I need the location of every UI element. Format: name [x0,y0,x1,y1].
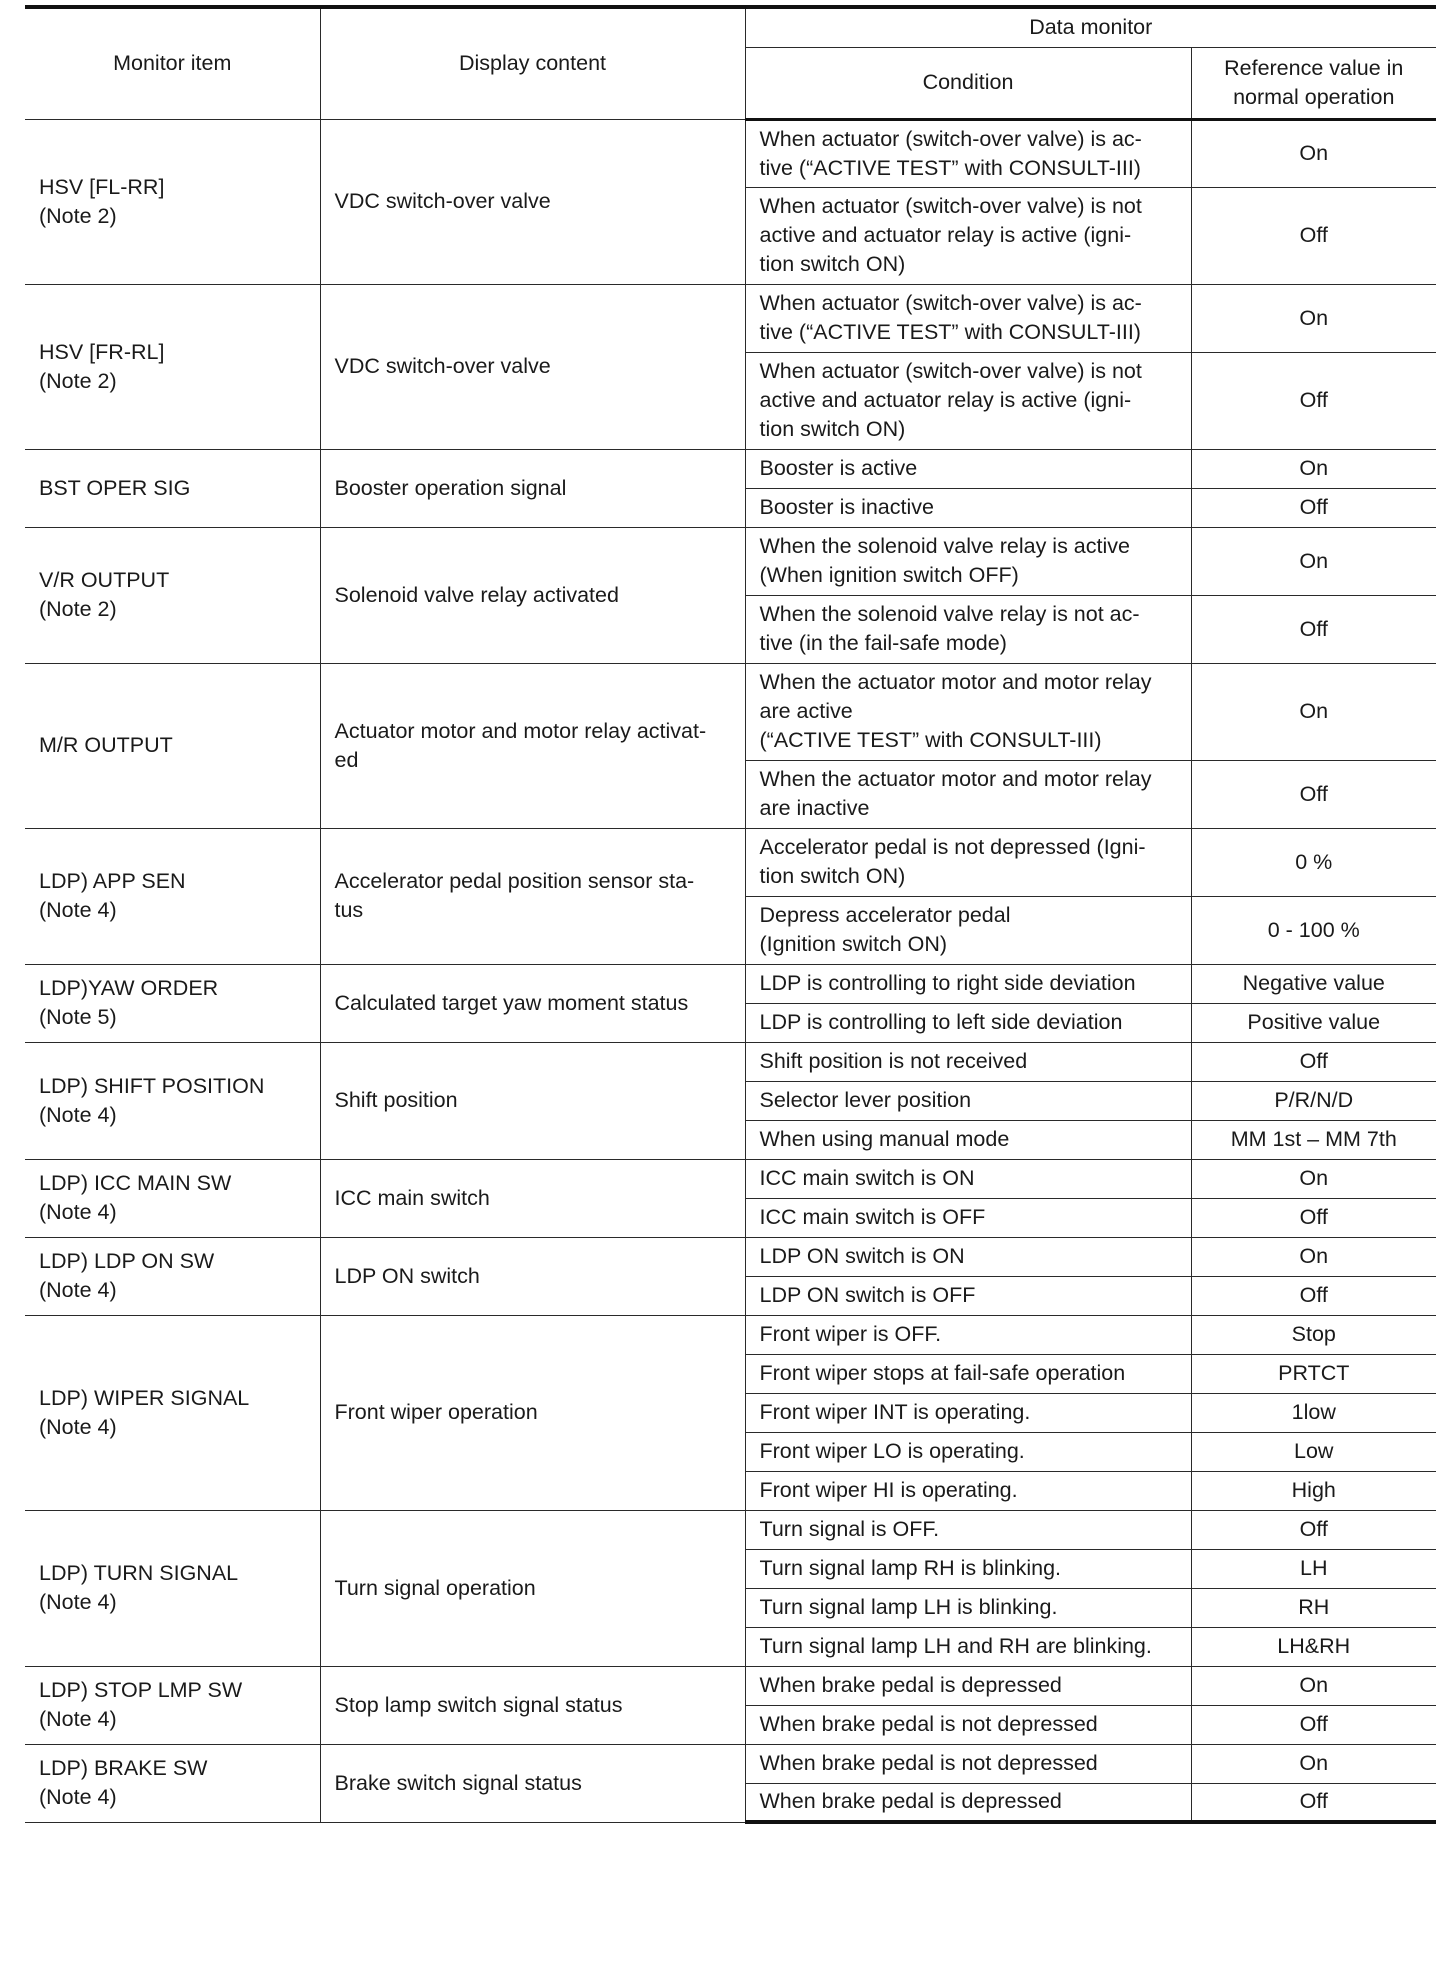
table-row [25,527,1436,595]
condition-cell: LDP ON switch is ON [745,1237,1191,1276]
table-row [25,828,1436,896]
condition-cell: When the actuator motor and motor relay are inactive [745,760,1191,828]
reference-value-cell: Off [1191,760,1436,828]
table-row [25,1315,1436,1354]
condition-cell: Front wiper is OFF. [745,1315,1191,1354]
table-row [25,1237,1436,1276]
monitor-item-cell: LDP) LDP ON SW (Note 4) [25,1237,320,1315]
table-row [25,1744,1436,1783]
reference-value-cell: Off [1191,1042,1436,1081]
condition-cell: When brake pedal is not depressed [745,1705,1191,1744]
reference-value-cell: On [1191,1159,1436,1198]
reference-value-cell: Positive value [1191,1003,1436,1042]
condition-cell: When the solenoid valve relay is active (When ignition switch OFF) [745,527,1191,595]
condition-cell: LDP ON switch is OFF [745,1276,1191,1315]
header-display-content: Display content [320,7,745,119]
reference-value-cell: LH [1191,1549,1436,1588]
table-row [25,1159,1436,1198]
reference-value-cell: 0 - 100 % [1191,896,1436,964]
condition-cell: Front wiper LO is operating. [745,1432,1191,1471]
condition-cell: Front wiper HI is operating. [745,1471,1191,1510]
display-content-cell: ICC main switch [320,1159,745,1237]
reference-value-cell: On [1191,449,1436,488]
condition-cell: Selector lever position [745,1081,1191,1120]
table-row [25,663,1436,760]
condition-cell: When actuator (switch-over valve) is not active and actuator relay is active (igni- tion switch ON) [745,187,1191,284]
condition-cell: When actuator (switch-over valve) is not active and actuator relay is active (igni- tion switch ON) [745,352,1191,449]
condition-cell: Turn signal is OFF. [745,1510,1191,1549]
table-row [25,284,1436,352]
reference-value-cell: Low [1191,1432,1436,1471]
display-content-cell: Accelerator pedal position sensor sta- tus [320,828,745,964]
reference-value-cell: On [1191,527,1436,595]
reference-value-cell: On [1191,663,1436,760]
monitor-item-cell: LDP) ICC MAIN SW (Note 4) [25,1159,320,1237]
condition-cell: Front wiper stops at fail-safe operation [745,1354,1191,1393]
condition-cell: Accelerator pedal is not depressed (Igni- tion switch ON) [745,828,1191,896]
monitor-item-cell: LDP) WIPER SIGNAL (Note 4) [25,1315,320,1510]
reference-value-cell: Off [1191,488,1436,527]
condition-cell: Turn signal lamp LH and RH are blinking. [745,1627,1191,1666]
condition-cell: When brake pedal is depressed [745,1666,1191,1705]
header-data-monitor: Data monitor [745,7,1436,47]
table-row [25,119,1436,187]
condition-cell: Shift position is not received [745,1042,1191,1081]
header-monitor-item: Monitor item [25,7,320,119]
condition-cell: Turn signal lamp RH is blinking. [745,1549,1191,1588]
reference-value-cell: Off [1191,1510,1436,1549]
display-content-cell: Stop lamp switch signal status [320,1666,745,1744]
condition-cell: When brake pedal is depressed [745,1783,1191,1822]
reference-value-cell: Off [1191,1705,1436,1744]
display-content-cell: VDC switch-over valve [320,284,745,449]
display-content-cell: Shift position [320,1042,745,1159]
monitor-item-cell: LDP) TURN SIGNAL (Note 4) [25,1510,320,1666]
display-content-cell: Brake switch signal status [320,1744,745,1822]
display-content-cell: Booster operation signal [320,449,745,527]
data-monitor-document [25,5,1436,1824]
monitor-item-cell: LDP) STOP LMP SW (Note 4) [25,1666,320,1744]
monitor-item-cell: HSV [FR-RL] (Note 2) [25,284,320,449]
reference-value-cell: On [1191,119,1436,187]
reference-value-cell: On [1191,1237,1436,1276]
condition-cell: When actuator (switch-over valve) is ac- tive (“ACTIVE TEST” with CONSULT-III) [745,284,1191,352]
condition-cell: Booster is active [745,449,1191,488]
condition-cell: Front wiper INT is operating. [745,1393,1191,1432]
display-content-cell: Front wiper operation [320,1315,745,1510]
display-content-cell: Turn signal operation [320,1510,745,1666]
reference-value-cell: Stop [1191,1315,1436,1354]
monitor-item-cell: LDP) BRAKE SW (Note 4) [25,1744,320,1822]
reference-value-cell: Off [1191,1276,1436,1315]
reference-value-cell: On [1191,284,1436,352]
reference-value-cell: RH [1191,1588,1436,1627]
table-header [25,7,1436,119]
table-row [25,449,1436,488]
reference-value-cell: Off [1191,595,1436,663]
reference-value-cell: Negative value [1191,964,1436,1003]
condition-cell: ICC main switch is OFF [745,1198,1191,1237]
condition-cell: When actuator (switch-over valve) is ac- tive (“ACTIVE TEST” with CONSULT-III) [745,119,1191,187]
condition-cell: Turn signal lamp LH is blinking. [745,1588,1191,1627]
condition-cell: When the actuator motor and motor relay are active (“ACTIVE TEST” with CONSULT-III) [745,663,1191,760]
condition-cell: LDP is controlling to right side deviation [745,964,1191,1003]
condition-cell: Booster is inactive [745,488,1191,527]
monitor-item-cell: M/R OUTPUT [25,663,320,828]
reference-value-cell: On [1191,1744,1436,1783]
display-content-cell: Solenoid valve relay activated [320,527,745,663]
reference-value-cell: PRTCT [1191,1354,1436,1393]
reference-value-cell: MM 1st – MM 7th [1191,1120,1436,1159]
reference-value-cell: LH&RH [1191,1627,1436,1666]
monitor-item-cell: LDP) APP SEN (Note 4) [25,828,320,964]
display-content-cell: Actuator motor and motor relay activat- ed [320,663,745,828]
reference-value-cell: Off [1191,1783,1436,1822]
table-row [25,1666,1436,1705]
reference-value-cell: Off [1191,1198,1436,1237]
reference-value-cell: Off [1191,187,1436,284]
display-content-cell: LDP ON switch [320,1237,745,1315]
reference-value-cell: High [1191,1471,1436,1510]
reference-value-cell: 1low [1191,1393,1436,1432]
display-content-cell: Calculated target yaw moment status [320,964,745,1042]
condition-cell: Depress accelerator pedal (Ignition switch ON) [745,896,1191,964]
header-reference-value: Reference value in normal operation [1191,47,1436,119]
monitor-item-cell: HSV [FL-RR] (Note 2) [25,119,320,284]
condition-cell: LDP is controlling to left side deviation [745,1003,1191,1042]
table-row [25,1042,1436,1081]
table-row [25,964,1436,1003]
header-condition: Condition [745,47,1191,119]
condition-cell: When using manual mode [745,1120,1191,1159]
reference-value-cell: 0 % [1191,828,1436,896]
monitor-item-cell: BST OPER SIG [25,449,320,527]
reference-value-cell: Off [1191,352,1436,449]
monitor-item-cell: V/R OUTPUT (Note 2) [25,527,320,663]
table-row [25,1510,1436,1549]
reference-value-cell: On [1191,1666,1436,1705]
condition-cell: ICC main switch is ON [745,1159,1191,1198]
monitor-item-cell: LDP)YAW ORDER (Note 5) [25,964,320,1042]
table-body [25,119,1436,1822]
monitor-item-cell: LDP) SHIFT POSITION (Note 4) [25,1042,320,1159]
condition-cell: When the solenoid valve relay is not ac- tive (in the fail-safe mode) [745,595,1191,663]
condition-cell: When brake pedal is not depressed [745,1744,1191,1783]
reference-value-cell: P/R/N/D [1191,1081,1436,1120]
data-monitor-table [25,5,1436,1824]
display-content-cell: VDC switch-over valve [320,119,745,284]
